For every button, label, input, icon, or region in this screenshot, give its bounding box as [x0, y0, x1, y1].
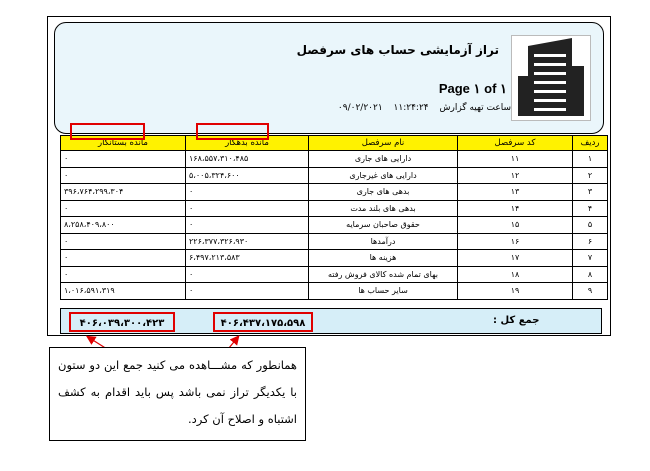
cell-debit: ۶،۴۹۷،۲۱۳،۵۸۳	[186, 250, 309, 267]
cell-debit: ۰	[186, 200, 309, 217]
cell-row: ۳	[573, 184, 608, 201]
cell-debit: ۵،۰۰۵،۳۲۴،۶۰۰	[186, 167, 309, 184]
cell-row: ۷	[573, 250, 608, 267]
cell-name: بدهی های جاری	[309, 184, 458, 201]
report-header	[54, 22, 604, 134]
column-header-code: کد سرفصل	[458, 136, 573, 151]
cell-credit: ۰	[61, 250, 186, 267]
cell-credit: ۰	[61, 266, 186, 283]
report-datetime	[330, 103, 511, 113]
report-time-label: ساعت تهیه گزارش	[439, 103, 511, 113]
trial-balance-table	[60, 135, 608, 300]
cell-debit: ۲۲۶،۳۷۷،۳۲۶،۹۳۰	[186, 233, 309, 250]
cell-row: ۶	[573, 233, 608, 250]
building-icon	[511, 35, 591, 121]
cell-credit: ۰	[61, 233, 186, 250]
cell-credit: ۱،۰۱۶،۵۹۱،۳۱۹	[61, 283, 186, 300]
cell-debit: ۰	[186, 283, 309, 300]
cell-row: ۴	[573, 200, 608, 217]
page-indicator: Page ۱ of ۱	[438, 81, 507, 96]
cell-code: ۱۳	[458, 184, 573, 201]
cell-credit: ۸،۲۵۸،۴۰۹،۸۰۰	[61, 217, 186, 234]
table-row	[61, 250, 608, 267]
cell-debit: ۰	[186, 184, 309, 201]
cell-credit: ۳۹۶،۷۶۴،۲۹۹،۳۰۴	[61, 184, 186, 201]
cell-row: ۱	[573, 151, 608, 168]
table-row	[61, 167, 608, 184]
cell-code: ۱۷	[458, 250, 573, 267]
total-debit-value: ۴۰۶،۴۳۷،۱۷۵،۵۹۸	[213, 312, 313, 332]
table-row	[61, 283, 608, 300]
cell-code: ۱۵	[458, 217, 573, 234]
cell-name: دارایی های جاری	[309, 151, 458, 168]
table-row	[61, 217, 608, 234]
column-header-debit: مانده بدهکار	[186, 136, 309, 151]
report-time: ۱۱:۲۴:۲۴	[393, 103, 429, 113]
cell-name: هزینه ها	[309, 250, 458, 267]
table-row	[61, 151, 608, 168]
cell-row: ۸	[573, 266, 608, 283]
total-credit-value: ۴۰۶،۰۳۹،۳۰۰،۴۲۳	[69, 312, 175, 332]
cell-code: ۱۲	[458, 167, 573, 184]
column-header-row: ردیف	[573, 136, 608, 151]
cell-code: ۱۱	[458, 151, 573, 168]
cell-code: ۱۹	[458, 283, 573, 300]
total-label: جمع کل :	[493, 315, 540, 326]
report-date: ۰۹/۰۲/۲۰۲۱	[337, 103, 383, 113]
table-row	[61, 233, 608, 250]
table-header-row	[61, 136, 608, 151]
cell-credit: ۰	[61, 167, 186, 184]
cell-code: ۱۶	[458, 233, 573, 250]
cell-row: ۵	[573, 217, 608, 234]
cell-name: حقوق صاحبان سرمایه	[309, 217, 458, 234]
cell-name: درآمدها	[309, 233, 458, 250]
cell-name: سایر حساب ها	[309, 283, 458, 300]
table-row	[61, 200, 608, 217]
explanation-callout: همانطور که مشـــاهده می کنید جمع این دو ستون با یکدیگر تراز نمی باشد پس باید اقدام به کشف اشتباه و اصلاح آن کرد.	[49, 347, 306, 441]
report-title: تراز آزمایشی حساب های سرفصل	[296, 43, 499, 57]
cell-debit: ۰	[186, 217, 309, 234]
cell-code: ۱۸	[458, 266, 573, 283]
cell-row: ۹	[573, 283, 608, 300]
table-row	[61, 266, 608, 283]
cell-row: ۲	[573, 167, 608, 184]
cell-credit: ۰	[61, 200, 186, 217]
trial-balance-report	[47, 16, 611, 336]
cell-credit: ۰	[61, 151, 186, 168]
cell-debit: ۱۶۸،۵۵۷،۳۱۰،۴۸۵	[186, 151, 309, 168]
cell-code: ۱۴	[458, 200, 573, 217]
table-row	[61, 184, 608, 201]
cell-debit: ۰	[186, 266, 309, 283]
cell-name: بهای تمام شده کالای فروش رفته	[309, 266, 458, 283]
total-row	[60, 308, 602, 334]
cell-name: دارایی های غیرجاری	[309, 167, 458, 184]
cell-name: بدهی های بلند مدت	[309, 200, 458, 217]
column-header-credit: مانده بستانکار	[61, 136, 186, 151]
column-header-name: نام سرفصل	[309, 136, 458, 151]
